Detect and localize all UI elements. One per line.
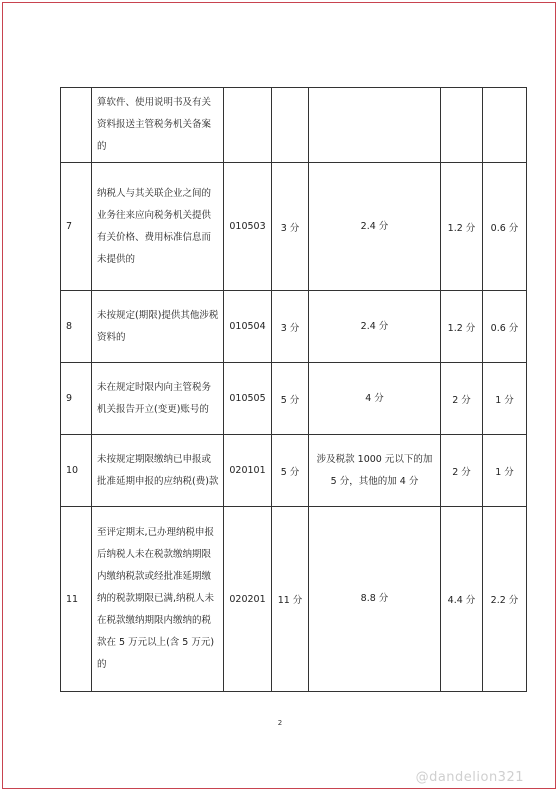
row-col-c: 2.2 分: [483, 507, 527, 692]
row-col-c: 1 分: [483, 435, 527, 507]
row-index: [61, 88, 92, 163]
row-col-a: 4 分: [309, 363, 441, 435]
row-col-b: 4.4 分: [441, 507, 483, 692]
row-col-b: 2 分: [441, 435, 483, 507]
row-description: 算软件、使用说明书及有关资料报送主管税务机关备案的: [92, 88, 224, 163]
row-score: 5 分: [272, 363, 309, 435]
row-code: 010504: [224, 291, 272, 363]
watermark: @dandelion321: [415, 770, 524, 785]
row-description: 未按规定(期限)提供其他涉税资料的: [92, 291, 224, 363]
row-col-c: 1 分: [483, 363, 527, 435]
row-col-c: [483, 88, 527, 163]
row-col-a: 涉及税款 1000 元以下的加 5 分，其他的加 4 分: [309, 435, 441, 507]
row-col-a: 2.4 分: [309, 163, 441, 291]
table-row: [61, 363, 527, 435]
row-score: [272, 88, 309, 163]
row-col-a: [309, 88, 441, 163]
table-row: [61, 88, 527, 163]
row-score: 5 分: [272, 435, 309, 507]
table-row: [61, 291, 527, 363]
table-row: [61, 435, 527, 507]
row-description: 至评定期末,已办理纳税申报后纳税人未在税款缴纳期限内缴纳税款或经批准延期缴纳的税款期限已满,纳税人未在税款缴纳期限内缴纳的税款在 5 万元以上(含 5 万元)的: [92, 507, 224, 692]
row-description: 未在规定时限内向主管税务机关报告开立(变更)账号的: [92, 363, 224, 435]
row-code: [224, 88, 272, 163]
row-description: 纳税人与其关联企业之间的业务往来应向税务机关提供有关价格、费用标准信息而未提供的: [92, 163, 224, 291]
row-col-a: 8.8 分: [309, 507, 441, 692]
page-number: 2: [277, 719, 283, 727]
row-description: 未按规定期限缴纳已申报或批准延期申报的应纳税(费)款: [92, 435, 224, 507]
row-col-b: [441, 88, 483, 163]
row-code: 020201: [224, 507, 272, 692]
table-row: [61, 507, 527, 692]
row-score: 3 分: [272, 163, 309, 291]
row-code: 010503: [224, 163, 272, 291]
row-code: 010505: [224, 363, 272, 435]
row-score: 11 分: [272, 507, 309, 692]
row-col-b: 1.2 分: [441, 163, 483, 291]
row-col-a: 2.4 分: [309, 291, 441, 363]
row-score: 3 分: [272, 291, 309, 363]
row-index: 7: [61, 163, 92, 291]
row-index: 10: [61, 435, 92, 507]
table-row: [61, 163, 527, 291]
row-code: 020101: [224, 435, 272, 507]
scoring-table: [60, 87, 527, 692]
row-index: 9: [61, 363, 92, 435]
row-col-b: 1.2 分: [441, 291, 483, 363]
row-index: 11: [61, 507, 92, 692]
row-col-b: 2 分: [441, 363, 483, 435]
row-index: 8: [61, 291, 92, 363]
row-col-c: 0.6 分: [483, 291, 527, 363]
row-col-c: 0.6 分: [483, 163, 527, 291]
